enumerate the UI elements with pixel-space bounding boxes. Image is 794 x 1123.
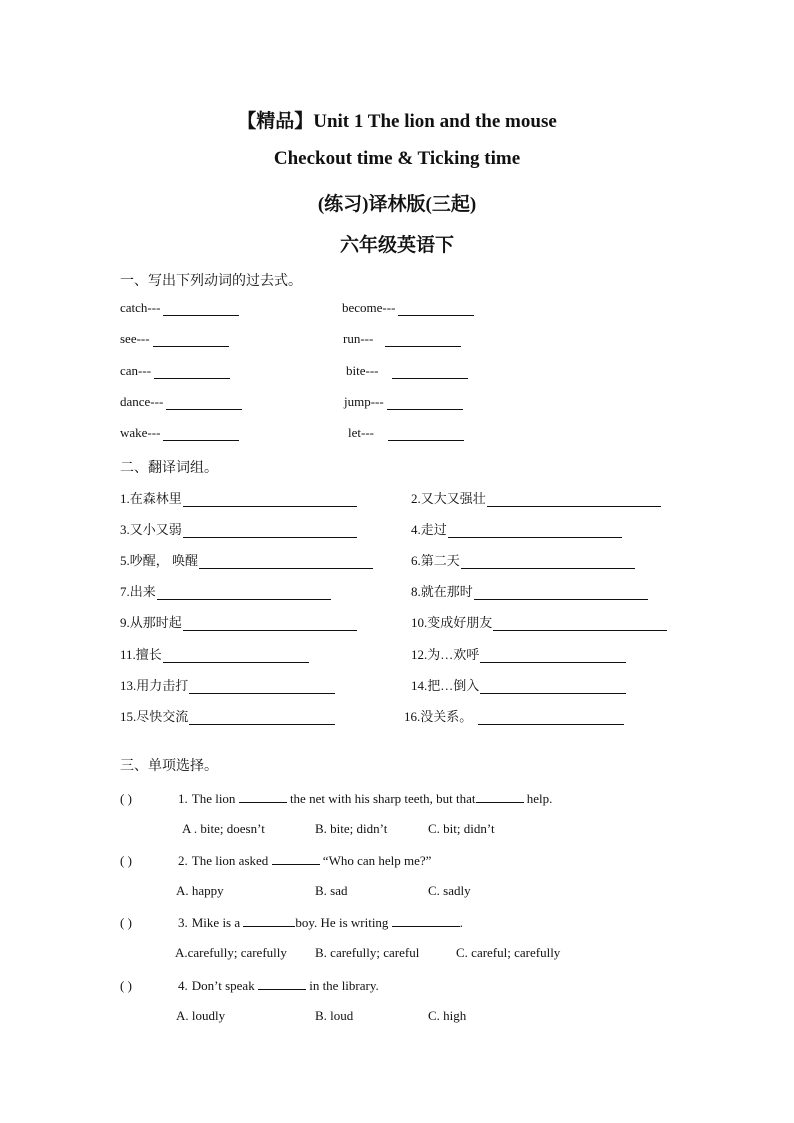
answer-blank[interactable] [385,333,461,347]
answer-blank[interactable] [461,555,635,569]
answer-paren[interactable]: ( ) [120,978,132,993]
phrase-item: 13.用力击打 [120,675,335,694]
worksheet-subtitle: Checkout time & Ticking time [273,148,521,169]
answer-blank[interactable] [478,711,624,725]
phrase-item: 12.为…欢呼 [411,644,626,663]
answer-blank[interactable] [392,365,468,379]
option-a: A. happy [176,883,224,898]
answer-blank[interactable] [474,586,648,600]
option-b: B. bite; didn’t [315,821,388,836]
verb-item: catch--- [120,300,239,316]
phrase-item: 2.又大又强壮 [411,488,661,507]
option-c: C. high [428,1008,467,1023]
option-b: B. loud [315,1008,354,1023]
answer-blank[interactable] [387,396,463,410]
answer-blank[interactable] [493,617,667,631]
answer-blank[interactable] [272,852,320,865]
option-b: B. sad [315,883,348,898]
answer-blank[interactable] [163,649,309,663]
answer-blank[interactable] [183,493,357,507]
answer-paren[interactable]: ( ) [120,915,132,930]
phrase-item: 8.就在那时 [411,581,648,600]
phrase-item: 10.变成好朋友 [411,612,667,631]
phrase-item: 4.走过 [411,519,622,538]
answer-blank[interactable] [239,790,287,803]
option-b: B. carefully; careful [315,945,420,960]
verb-item: dance--- [120,394,242,410]
answer-blank[interactable] [157,586,331,600]
worksheet-title: 【精品】Unit 1 The lion and the mouse [237,111,557,132]
answer-blank[interactable] [388,427,464,441]
answer-blank[interactable] [448,524,622,538]
phrase-item: 5.吵醒， 唤醒 [120,550,373,569]
answer-paren[interactable]: ( ) [120,853,132,868]
option-a: A. loudly [176,1008,226,1023]
phrase-item: 11.擅长 [120,644,309,663]
worksheet-edition: (练习)译林版(三起) [317,194,477,215]
phrase-item: 15.尽快交流 [120,706,335,725]
verb-item: let--- [348,425,464,441]
verb-item: wake--- [120,425,239,441]
option-c: C. careful; carefully [456,945,561,960]
question-1: ( ) 1. The lion the net with his sharp teeth, but that help. [120,791,553,806]
option-a: A.carefully; carefully [175,945,287,960]
phrase-item: 1.在森林里 [120,488,357,507]
verb-item: jump--- [344,394,463,410]
option-a: A . bite; doesn’t [182,821,265,836]
question-3: ( ) 3. Mike is a boy. He is writing . [120,915,463,930]
verb-item: bite--- [346,363,468,379]
phrase-item: 7.出来 [120,581,331,600]
answer-blank[interactable] [480,680,626,694]
answer-blank[interactable] [258,977,306,990]
answer-blank[interactable] [166,396,242,410]
question-2: ( ) 2. The lion asked “Who can help me?” [120,853,432,868]
option-c: C. bit; didn’t [428,821,495,836]
answer-blank[interactable] [189,711,335,725]
verb-item: see--- [120,331,229,347]
answer-blank[interactable] [487,493,661,507]
phrase-item: 16.没关系。 [404,706,624,725]
answer-blank[interactable] [189,680,335,694]
phrase-item: 6.第二天 [411,550,635,569]
answer-blank[interactable] [392,914,460,927]
verb-item: can--- [120,363,230,379]
verb-item: run--- [343,331,461,347]
section3-heading: 三、单项选择。 [120,759,218,774]
phrase-item: 14.把…倒入 [411,675,626,694]
answer-blank[interactable] [163,427,239,441]
verb-item: become--- [342,300,474,316]
option-c: C. sadly [428,883,471,898]
answer-blank[interactable] [243,914,295,927]
answer-blank[interactable] [153,333,229,347]
phrase-item: 3.又小又弱 [120,519,357,538]
section2-heading: 二、翻译词组。 [120,461,218,476]
phrase-item: 9.从那时起 [120,612,357,631]
answer-blank[interactable] [163,302,239,316]
section1-heading: 一、写出下列动词的过去式。 [120,274,302,289]
answer-blank[interactable] [183,524,357,538]
answer-blank[interactable] [183,617,357,631]
worksheet-grade: 六年级英语下 [339,235,454,256]
answer-blank[interactable] [480,649,626,663]
answer-blank[interactable] [154,365,230,379]
answer-paren[interactable]: ( ) [120,791,132,806]
question-4: ( ) 4. Don’t speak in the library. [120,978,379,993]
answer-blank[interactable] [476,790,524,803]
answer-blank[interactable] [398,302,474,316]
answer-blank[interactable] [199,555,373,569]
